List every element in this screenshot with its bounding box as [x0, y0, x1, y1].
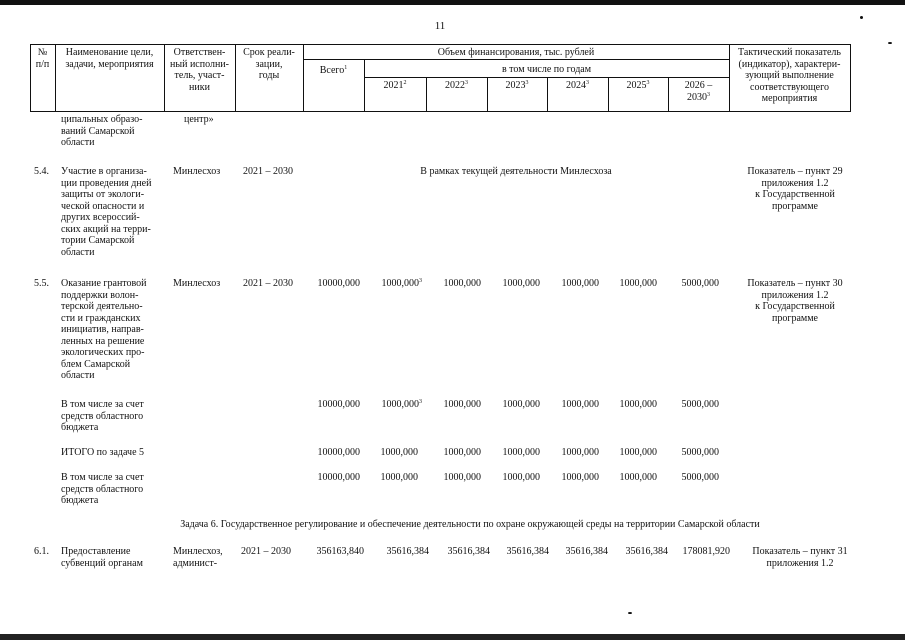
cell-2025: 1000,000 [619, 399, 657, 410]
cell-2022: 1000,000 [443, 278, 481, 289]
scan-speck [628, 612, 632, 614]
cell-2026-2030: 5000,000 [681, 447, 719, 458]
cell-2021: 35616,384 [386, 546, 429, 557]
header-num: № п/п [35, 47, 50, 70]
header-responsible: Ответствен- ный исполни- тель, участ- ники [170, 47, 229, 93]
cell-2026-2030: 178081,920 [682, 546, 730, 557]
cell-2023: 1000,000 [502, 472, 540, 483]
cell-2023: 1000,000 [502, 399, 540, 410]
continuation-responsible: центр» [184, 114, 214, 125]
page-number: 11 [434, 20, 446, 32]
row-responsible: Минлесхоз, админист- [173, 546, 223, 569]
cell-2026-2030: 5000,000 [681, 472, 719, 483]
row-name: ИТОГО по задаче 5 [61, 447, 145, 458]
row-number: 6.1. [34, 546, 49, 557]
cell-2022: 1000,000 [443, 472, 481, 483]
cell-2024: 1000,000 [561, 399, 599, 410]
cell-2024: 1000,000 [561, 447, 599, 458]
cell-2024: 35616,384 [565, 546, 608, 557]
table-border-top [30, 44, 850, 45]
header-indicator: Тактический показатель (индикатор), характери- зующий выполнение соответствующего мероприятия [738, 47, 841, 104]
header-year-2022: 2022$^3$ [445, 80, 468, 91]
continuation-name: ципальных образо- ваний Самарской области [61, 114, 143, 148]
col-line [850, 44, 851, 112]
header-total: Всего$^1$ [319, 65, 348, 76]
cell-2023: 35616,384 [506, 546, 549, 557]
cell-2025: 35616,384 [625, 546, 668, 557]
header-rule-bottom [30, 111, 850, 112]
cell-total: 356163,840 [316, 546, 364, 557]
header-by-years: в том числе по годам [501, 64, 592, 75]
row-responsible: Минлесхоз [173, 166, 221, 177]
cell-2022: 1000,000 [443, 399, 481, 410]
task-heading: Задача 6. Государственное регулирование и обеспечение деятельности по охране окружающей среды на территории Самарской области [180, 519, 760, 530]
scan-speck [860, 16, 863, 19]
row-name: Предоставление субвенций органам [61, 546, 143, 569]
row-number: 5.5. [34, 278, 49, 289]
scan-speck [888, 42, 892, 44]
row-indicator: Показатель – пункт 31 приложения 1.2 [752, 546, 848, 569]
cell-total: 10000,000 [317, 278, 360, 289]
scan-bottom-edge [0, 634, 905, 640]
cell-2021: 1000,000 [380, 472, 418, 483]
cell-2025: 1000,000 [619, 447, 657, 458]
cell-2021: 1000,000$^3$ [381, 278, 422, 289]
row-name: Оказание грантовой поддержки волон- терской деятельно- сти и гражданских инициатив, направ- ленных на решение экологических про- блем Самарской области [61, 278, 147, 381]
row-merged-note: В рамках текущей деятельности Минлесхоза [420, 166, 612, 177]
cell-total: 10000,000 [317, 447, 360, 458]
cell-total: 10000,000 [317, 399, 360, 410]
header-year-2021: 2021$^2$ [383, 80, 407, 91]
row-name: В том числе за счет средств областного бюджета [61, 472, 144, 506]
header-year-2025: 2025$^3$ [626, 80, 650, 91]
cell-2022: 1000,000 [443, 447, 481, 458]
row-responsible: Минлесхоз [173, 278, 221, 289]
row-term: 2021 – 2030 [243, 278, 293, 289]
header-rule-volume [303, 59, 729, 60]
row-number: 5.4. [34, 166, 49, 177]
cell-2021: 1000,000$^3$ [381, 399, 422, 410]
cell-2026-2030: 5000,000 [681, 278, 719, 289]
cell-2025: 1000,000 [619, 278, 657, 289]
row-name: Участие в организа- ции проведения дней защиты от экологи- ческой опасности и других всероссий- ских акций на терри- тории Самарской области [61, 166, 152, 258]
cell-2026-2030: 5000,000 [681, 399, 719, 410]
row-term: 2021 – 2030 [243, 166, 293, 177]
header-year-2023: 2023$^3$ [505, 80, 529, 91]
row-term: 2021 – 2030 [241, 546, 291, 557]
cell-2025: 1000,000 [619, 472, 657, 483]
header-year-2024: 2024$^3$ [566, 80, 589, 91]
header-volume: Объем финансирования, тыс. рублей [437, 47, 595, 58]
cell-2023: 1000,000 [502, 278, 540, 289]
cell-2024: 1000,000 [561, 472, 599, 483]
row-indicator: Показатель – пункт 30 приложения 1.2 к Государственной программе [747, 278, 843, 324]
header-year-2026-2030: 2026 – 2030$^3$ [684, 80, 713, 103]
cell-2024: 1000,000 [561, 278, 599, 289]
header-term: Срок реали- зации, годы [243, 47, 295, 81]
cell-total: 10000,000 [317, 472, 360, 483]
cell-2023: 1000,000 [502, 447, 540, 458]
scan-top-edge [0, 0, 905, 5]
cell-2022: 35616,384 [447, 546, 490, 557]
row-indicator: Показатель – пункт 29 приложения 1.2 к Государственной программе [747, 166, 843, 212]
cell-2021: 1000,000 [380, 447, 418, 458]
header-name: Наименование цели, задачи, мероприятия [65, 47, 154, 70]
row-name: В том числе за счет средств областного бюджета [61, 399, 144, 433]
